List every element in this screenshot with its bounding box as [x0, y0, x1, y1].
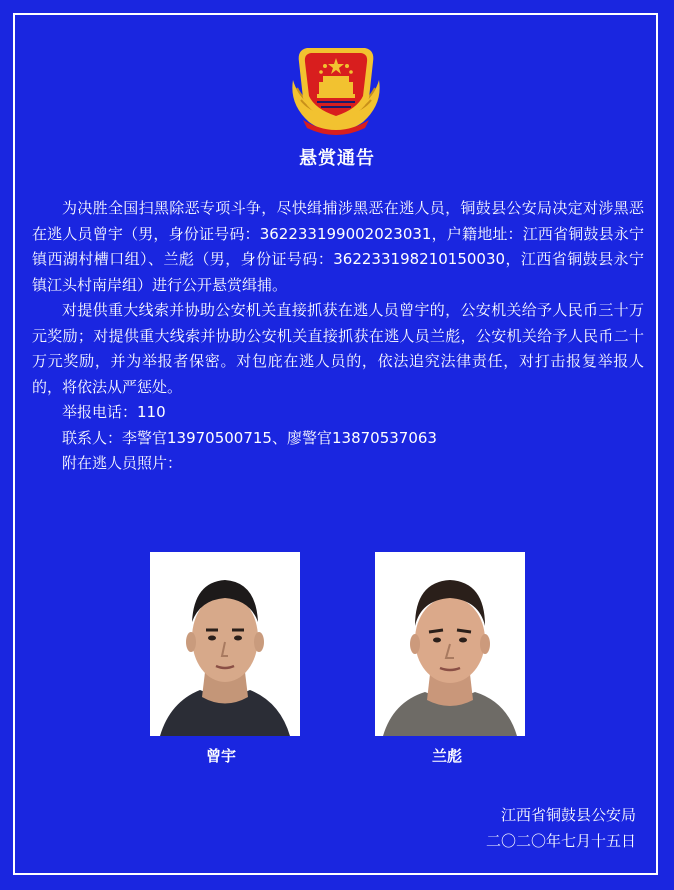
suspect-name-caption: 曾宇: [205, 747, 236, 765]
hotline-line: 举报电话：110: [62, 403, 166, 421]
police-emblem-icon: [283, 42, 389, 138]
notice-body: [32, 196, 644, 477]
paragraph-rewards: 对提供重大线索并协助公安机关直接抓获在逃人员曾宇的，公安机关给予人民币三十万元奖励；对提供重大线索并协助公安机关直接抓获在逃人员兰彪，公安机关给予人民币二十万元奖励，并为举报者保密。对包庇在逃人员的，依法追究法律责任，对打击报复举报人的，将依法从严惩处。: [32, 301, 644, 396]
notice-title: 悬赏通告: [299, 148, 375, 169]
suspect-photo: [375, 552, 525, 736]
issue-date: 二〇二〇年七月十五日: [485, 832, 636, 850]
suspect-photo: [150, 552, 300, 736]
paragraph-suspects: 为决胜全国扫黑除恶专项斗争，尽快缉捕涉黑恶在逃人员，铜鼓县公安局决定对涉黑恶在逃人员曾宇（男，身份证号码：362233199002023031，户籍地址：江西省铜鼓县永宁镇西湖村槽口组）、兰彪（男，身份证号码：362233198210150030，江西省铜鼓县永宁镇江头村南岸组）进行公开悬赏缉捕。: [32, 199, 644, 294]
contacts-line: 联系人：李警官13970500715、廖警官13870537063: [62, 428, 437, 447]
photos-label: 附在逃人员照片：: [62, 454, 183, 472]
issuing-organization: 江西省铜鼓县公安局: [500, 806, 636, 824]
suspect-name-caption: 兰彪: [431, 747, 462, 765]
